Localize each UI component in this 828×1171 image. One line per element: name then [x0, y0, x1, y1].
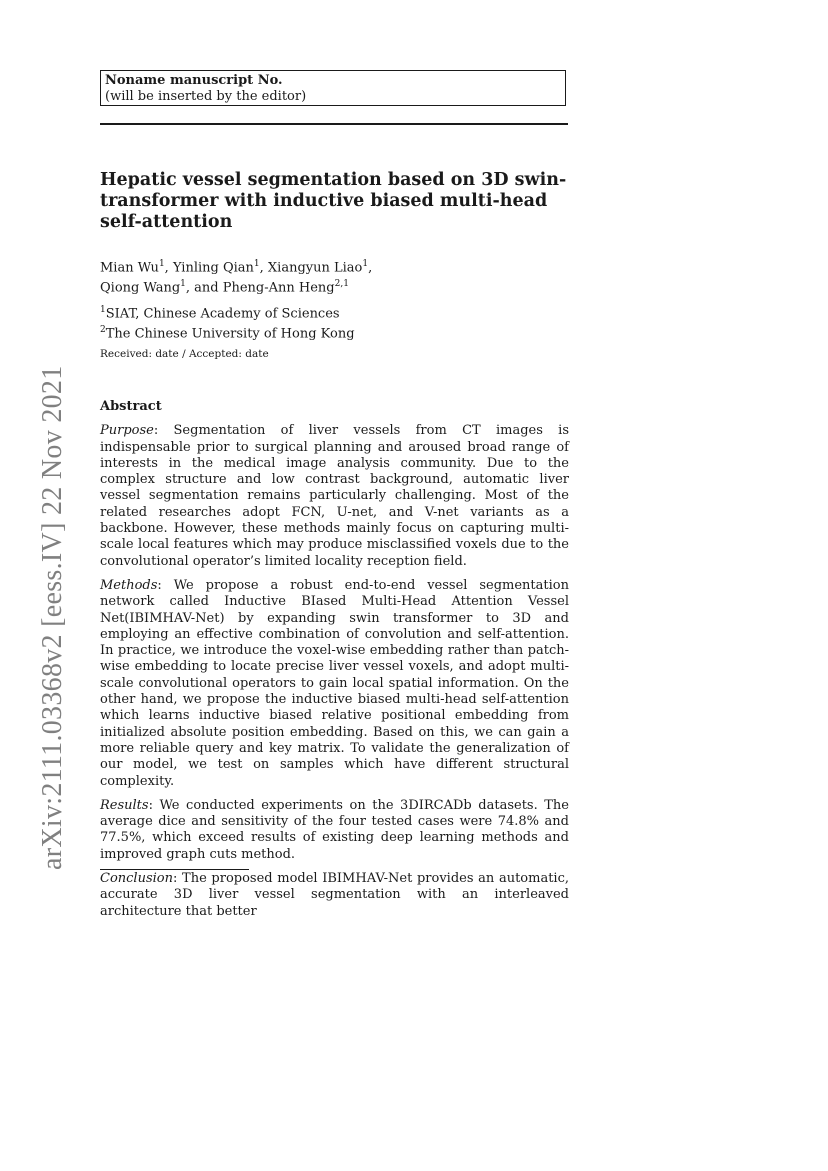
author-separator: ,: [259, 260, 268, 276]
affiliation-mark: 1: [100, 305, 106, 315]
arxiv-identifier: arXiv:2111.03368v2 [eess.IV] 22 Nov 2021: [37, 365, 68, 870]
affiliation-item: [100, 302, 570, 322]
author-separator: ,: [368, 260, 373, 276]
affiliation-list: [100, 302, 570, 343]
affiliation-mark: 2: [100, 325, 106, 336]
author-name: Qiong Wang: [100, 280, 181, 296]
abstract-methods: [100, 578, 569, 790]
abstract-heading: Abstract: [100, 399, 162, 414]
abstract-results: [100, 798, 569, 863]
author-affiliation-mark: 2,1: [334, 279, 349, 290]
section-label: Results: [100, 797, 149, 813]
paper-title: Hepatic vessel segmentation based on 3D swin-transformer with inductive biased multi-head self-attention: [100, 170, 567, 232]
section-text: : We propose a robust end-to-end vessel segmentation network called Inductive BIased Multi-Head Attention Vessel Net(IBIMHAV-Net) by expanding swin transformer to 3D and employing an effective combination of convolution and self-attention. In practice, we introduce the voxel-wise embedding rather than patch-wise embedding to locate precise liver vessel voxels, and adopt multi-scale convolutional operators to gain local spatial information. On the other hand, we propose the inductive biased multi-head self-attention which learns inductive biased relative positional embedding from initialized absolute position embedding. Based on this, we can gain a more reliable query and key matrix. To validate the generalization of our model, we test on samples which have different structural complexity.: [100, 577, 569, 789]
author-name: Pheng-Ann Heng: [222, 280, 335, 296]
manuscript-header-box: [100, 70, 566, 106]
author-separator: ,: [164, 260, 173, 276]
header-rule: [100, 123, 568, 125]
abstract-conclusion: [100, 871, 569, 920]
abstract-purpose: [100, 423, 569, 570]
footnote-rule: [100, 869, 249, 870]
section-text: : We conducted experiments on the 3DIRCADb datasets. The average dice and sensitivity of the four tested cases were 74.8% and 77.5%, which exceed results of existing deep learning methods and improved graph cuts method.: [100, 797, 569, 862]
author-affiliation-mark: 1: [253, 259, 260, 269]
author-name: Mian Wu: [100, 260, 159, 276]
author-name: Xiangyun Liao: [267, 260, 363, 276]
author-affiliation-mark: 1: [158, 259, 165, 269]
section-text: : Segmentation of liver vessels from CT images is indispensable prior to surgical planning and aroused broad range of interests in the medical image analysis community. Due to the complex structure and low contrast background, automatic liver vessel segmentation remains particularly challenging. Most of the related researches adopt FCN, U-net, and V-net variants as a backbone. However, these methods mainly focus on capturing multi-scale local features which may produce misclassified voxels due to the convolutional operator’s limited locality reception field.: [100, 423, 569, 569]
section-label: Purpose: [100, 423, 154, 439]
author-separator: , and: [185, 280, 223, 296]
author-name: Yinling Qian: [172, 260, 254, 276]
section-label: Conclusion: [100, 871, 173, 887]
affiliation-text: SIAT, Chinese Academy of Sciences: [105, 306, 340, 322]
section-label: Methods: [100, 577, 158, 593]
author-affiliation-mark: 1: [362, 259, 369, 269]
editor-note: (will be inserted by the editor): [105, 89, 307, 104]
affiliation-item: [100, 322, 570, 342]
author-affiliation-mark: 1: [180, 279, 186, 290]
affiliation-text: The Chinese University of Hong Kong: [105, 326, 355, 342]
author-list: [100, 256, 570, 297]
abstract: [100, 399, 569, 928]
manuscript-number-label: Noname manuscript No.: [105, 73, 283, 88]
received-date: Received: date / Accepted: date: [100, 348, 269, 360]
section-text: : The proposed model IBIMHAV-Net provides an automatic, accurate 3D liver vessel segmentation with an interleaved architecture that better: [100, 871, 569, 919]
